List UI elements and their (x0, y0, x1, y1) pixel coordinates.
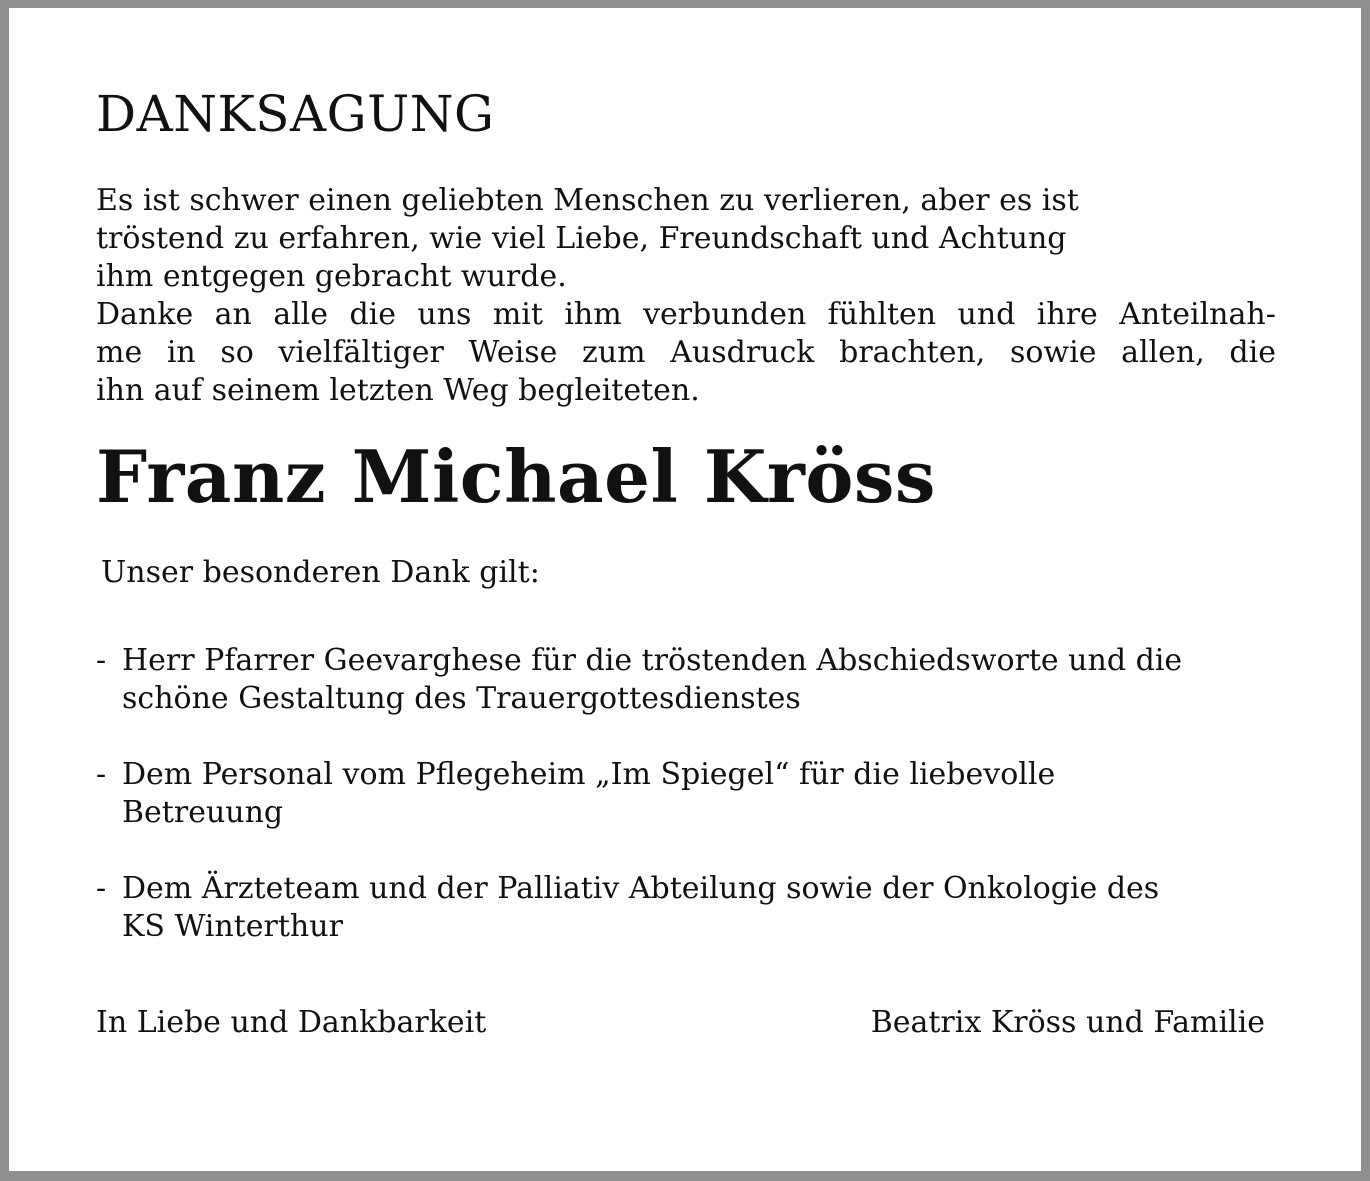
intro-line: Es ist schwer einen geliebten Menschen zu verlieren, aber es ist (96, 183, 1079, 218)
intro-line: ihm entgegen gebracht wurde. (96, 259, 567, 294)
closing-phrase: In Liebe und Dankbarkeit (96, 1005, 487, 1040)
intro-paragraph (96, 182, 1276, 410)
list-item-line: schöne Gestaltung des Trauergottesdienstes (122, 681, 801, 716)
list-item (96, 642, 1276, 718)
list-dash: - (96, 871, 107, 906)
intro-line: me in so vielfältiger Weise zum Ausdruck brachten, sowie allen, die (96, 335, 1276, 370)
intro-line: ihn auf seinem letzten Weg begleiteten. (96, 373, 700, 408)
list-item-line: Dem Personal vom Pflegeheim „Im Spiegel“ für die liebevolle (122, 757, 1056, 792)
intro-line: Danke an alle die uns mit ihm verbunden fühlten und ihre Anteilnah- (96, 297, 1276, 332)
list-dash: - (96, 757, 107, 792)
signature: Beatrix Kröss und Familie (870, 1005, 1265, 1040)
list-item (96, 870, 1276, 946)
list-item-line: Betreuung (122, 795, 284, 830)
intro-line: tröstend zu erfahren, wie viel Liebe, Freundschaft und Achtung (96, 221, 1067, 256)
deceased-name: Franz Michael Kröss (96, 434, 936, 519)
list-dash: - (96, 643, 107, 678)
list-item-line: Herr Pfarrer Geevarghese für die tröstenden Abschiedsworte und die (122, 643, 1183, 678)
list-item-line: Dem Ärzteteam und der Palliativ Abteilung sowie der Onkologie des (122, 871, 1160, 906)
thanks-heading: Unser besonderen Dank gilt: (101, 555, 540, 590)
notice-heading: DANKSAGUNG (96, 85, 495, 143)
thanks-list (96, 642, 1276, 984)
list-item (96, 756, 1276, 832)
list-item-line: KS Winterthur (122, 909, 343, 944)
